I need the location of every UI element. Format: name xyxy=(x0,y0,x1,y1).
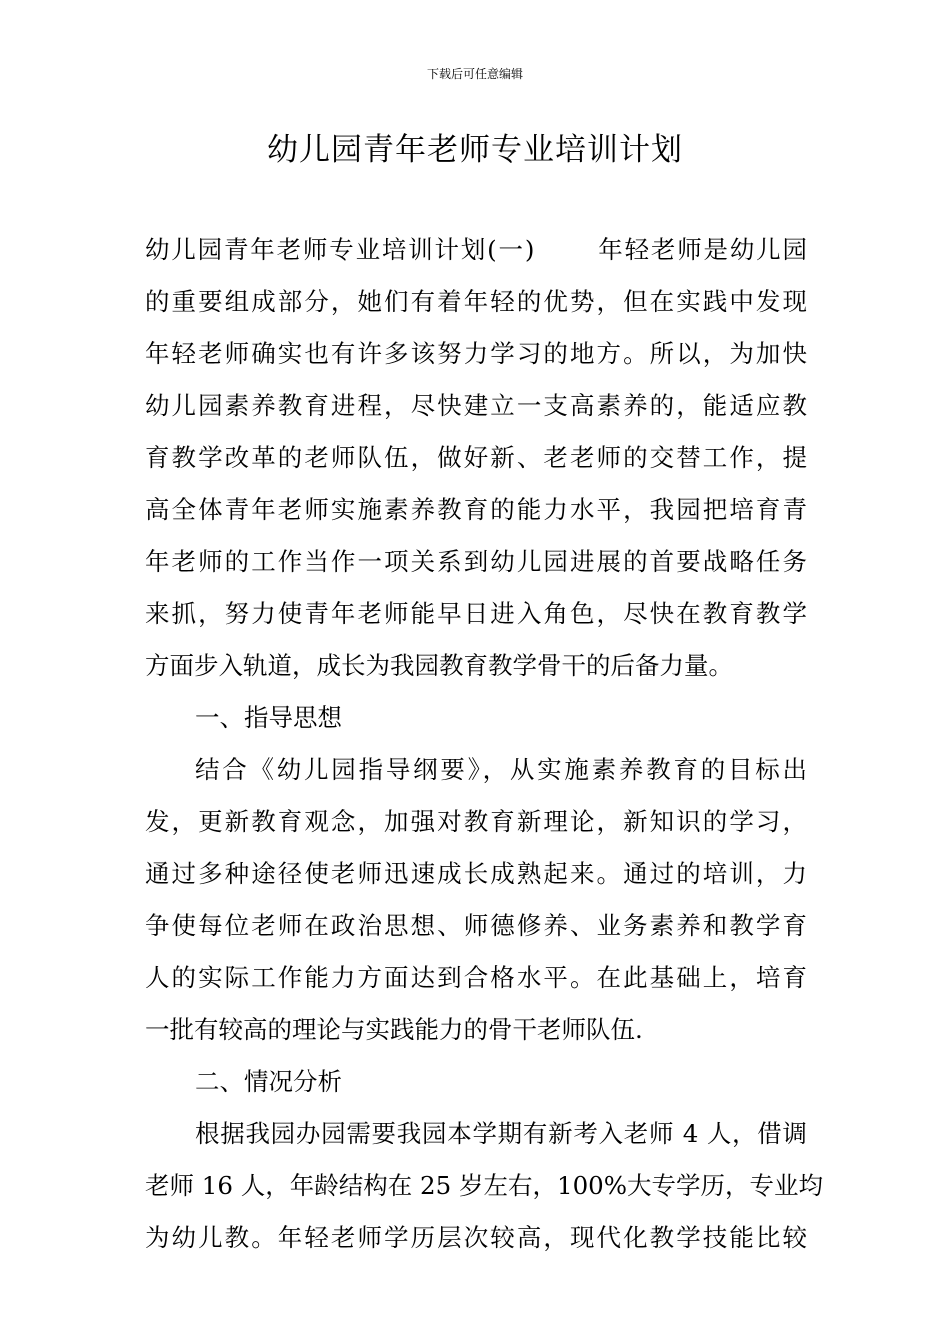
body-line-18: 根据我园办园需要我园本学期有新考入老师 4 人，借调 xyxy=(195,1119,807,1148)
body-line-8: 来抓，努力使青年老师能早日进入角色，尽快在教育教学 xyxy=(145,599,807,628)
section-heading-situation-analysis: 二、情况分析 xyxy=(195,1067,342,1096)
body-line-20: 为幼儿教。年轻老师学历层次较高，现代化教学技能比较 xyxy=(145,1223,807,1252)
body-line-4: 幼儿园素养教育进程，尽快建立一支高素养的，能适应教 xyxy=(145,391,807,420)
body-line-9: 方面步入轨道，成长为我园教育教学骨干的后备力量。 xyxy=(145,651,733,680)
body-line-16: 一批有较高的理论与实践能力的骨干老师队伍. xyxy=(145,1015,643,1044)
body-line-15: 人的实际工作能力方面达到合格水平。在此基础上，培育 xyxy=(145,963,807,992)
body-line-12: 发，更新教育观念，加强对教育新理论，新知识的学习， xyxy=(145,807,807,836)
subtitle-inline: 幼儿园青年老师专业培训计划(一) xyxy=(145,235,535,264)
header-note: 下载后可任意编辑 xyxy=(426,67,523,81)
document-body xyxy=(145,224,824,1264)
body-line-5: 育教学改革的老师队伍，做好新、老老师的交替工作，提 xyxy=(145,443,807,472)
body-line-13: 通过多种途径使老师迅速成长成熟起来。通过的培训，力 xyxy=(145,859,807,888)
body-line-1 xyxy=(145,224,807,276)
body-line-1-text: 年轻老师是幼儿园 xyxy=(596,235,808,264)
body-line-3: 年轻老师确实也有许多该努力学习的地方。所以，为加快 xyxy=(145,339,807,368)
body-line-14: 争使每位老师在政治思想、师德修养、业务素养和教学育 xyxy=(145,911,807,940)
body-line-11: 结合《幼儿园指导纲要》，从实施素养教育的目标出 xyxy=(195,755,807,784)
body-line-7: 年老师的工作当作一项关系到幼儿园进展的首要战略任务 xyxy=(145,547,807,576)
document-title: 幼儿园青年老师专业培训计划 xyxy=(267,132,683,168)
section-heading-guiding-ideology: 一、指导思想 xyxy=(195,703,342,732)
body-line-6: 高全体青年老师实施素养教育的能力水平，我园把培育青 xyxy=(145,495,807,524)
body-line-2: 的重要组成部分，她们有着年轻的优势，但在实践中发现 xyxy=(145,287,807,316)
body-line-19: 老师 16 人，年龄结构在 25 岁左右，100%大专学历，专业均 xyxy=(145,1171,824,1200)
